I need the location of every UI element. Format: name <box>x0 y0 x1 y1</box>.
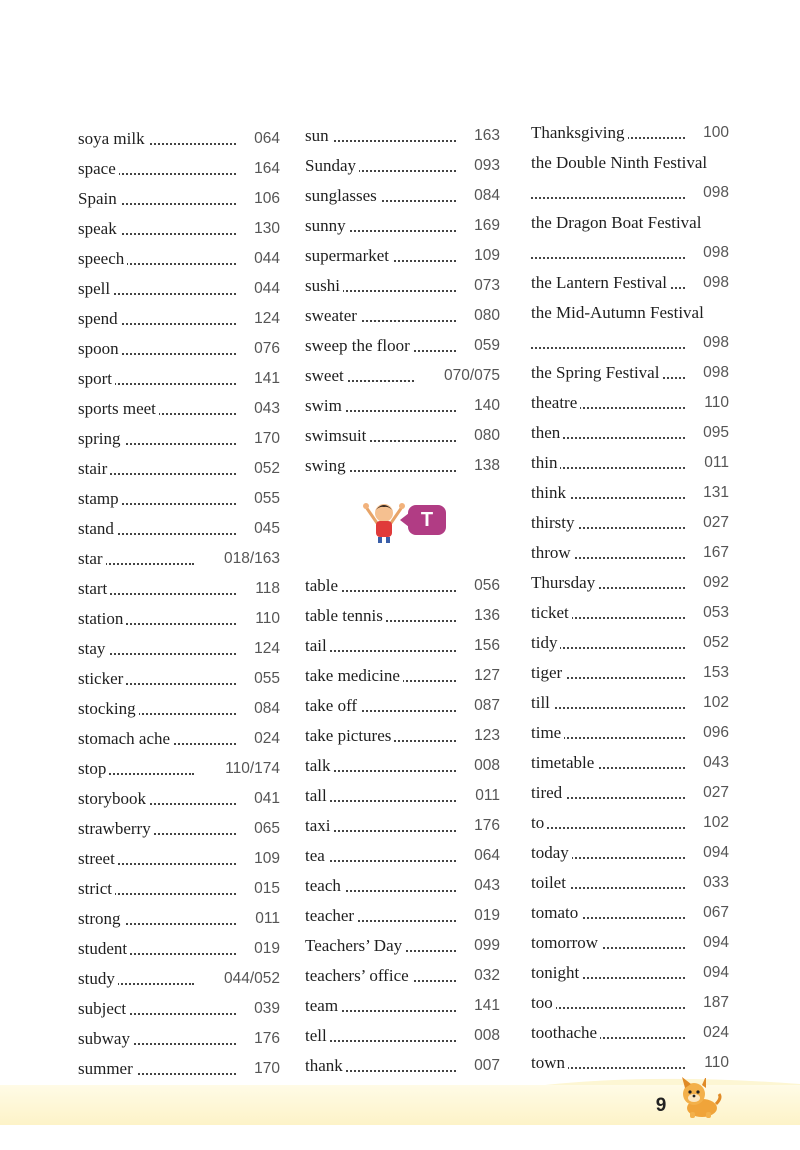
entry-page-number: 100 <box>699 118 729 148</box>
entry-word: sweep the floor <box>305 331 413 361</box>
entry-page-number: 138 <box>470 451 500 481</box>
entry-word: teacher <box>305 901 357 931</box>
entry-word: taxi <box>305 811 334 841</box>
entry-word: team <box>305 991 341 1021</box>
dot-leader <box>539 707 685 709</box>
dot-leader <box>313 830 456 832</box>
glossary-entry <box>78 1024 280 1054</box>
entry-word: swing <box>305 451 349 481</box>
entry-word: ticket <box>531 598 572 628</box>
glossary-entry <box>305 1021 500 1051</box>
glossary-entry <box>78 574 280 604</box>
glossary-entry <box>531 958 729 988</box>
entry-page-number: 056 <box>470 571 500 601</box>
entry-page-number: 032 <box>470 961 500 991</box>
glossary-entry <box>305 301 500 331</box>
entry-page-number: 019 <box>250 934 280 964</box>
entry-word: sunny <box>305 211 349 241</box>
entry-page-number: 093 <box>470 151 500 181</box>
glossary-entry <box>78 454 280 484</box>
entry-page-number: 027 <box>699 778 729 808</box>
glossary-entry <box>305 961 500 991</box>
glossary-column-1 <box>78 124 280 1084</box>
entry-word: thirsty <box>531 508 577 538</box>
glossary-entry <box>78 514 280 544</box>
glossary-entry <box>305 271 500 301</box>
entry-word: tail <box>305 631 330 661</box>
entry-page-number: 096 <box>699 718 729 748</box>
entry-page-number: 043 <box>250 394 280 424</box>
glossary-entry <box>78 604 280 634</box>
entry-page-number: 092 <box>699 568 729 598</box>
entry-word: subway <box>78 1024 133 1054</box>
entry-page-number: 070/075 <box>440 361 500 391</box>
glossary-entry <box>78 964 280 994</box>
entry-page-number: 170 <box>250 1054 280 1084</box>
entry-word: tiger <box>531 658 565 688</box>
entry-word: table <box>305 571 341 601</box>
entry-word: sport <box>78 364 115 394</box>
glossary-entry <box>305 391 500 421</box>
entry-word: table tennis <box>305 601 386 631</box>
glossary-entry <box>305 121 500 151</box>
entry-word: soya milk <box>78 124 148 154</box>
page-number: 9 <box>655 1095 667 1116</box>
entry-word: tell <box>305 1021 330 1051</box>
entry-page-number: 084 <box>470 181 500 211</box>
entry-page-number: 098 <box>699 328 729 358</box>
glossary-entry <box>305 451 500 481</box>
glossary-entry <box>78 754 280 784</box>
entry-page-number: 015 <box>250 874 280 904</box>
entry-page-number: 094 <box>699 838 729 868</box>
glossary-entry <box>531 118 729 148</box>
glossary-entry <box>78 214 280 244</box>
glossary-entry <box>305 421 500 451</box>
entry-word: Teachers’ Day <box>305 931 405 961</box>
entry-page-number: 098 <box>699 268 729 298</box>
entry-page-number: 053 <box>699 598 729 628</box>
glossary-entry <box>531 478 729 508</box>
entry-word: Sunday <box>305 151 359 181</box>
glossary-entry <box>78 124 280 154</box>
glossary-entry <box>78 814 280 844</box>
s-words-list <box>305 121 500 481</box>
glossary-entry <box>531 868 729 898</box>
glossary-entry <box>305 661 500 691</box>
glossary-entry <box>531 148 729 178</box>
glossary-entry <box>531 898 729 928</box>
entry-page-number: 127 <box>470 661 500 691</box>
glossary-entry-continued <box>531 238 729 268</box>
entry-page-number: 073 <box>470 271 500 301</box>
entry-word: take medicine <box>305 661 403 691</box>
entry-word: the Mid-Autumn Festival <box>531 298 707 328</box>
entry-word: spring <box>78 424 124 454</box>
glossary-entry <box>78 304 280 334</box>
glossary-entry <box>78 694 280 724</box>
entry-word: theatre <box>531 388 580 418</box>
entry-word: then <box>531 418 563 448</box>
entry-page-number: 044/052 <box>220 964 280 994</box>
glossary-entry <box>531 418 729 448</box>
glossary-entry <box>531 688 729 718</box>
glossary-entry <box>531 838 729 868</box>
entry-page-number: 170 <box>250 424 280 454</box>
entry-word: tired <box>531 778 565 808</box>
entry-word: sushi <box>305 271 343 301</box>
entry-page-number: 140 <box>470 391 500 421</box>
glossary-entry <box>531 658 729 688</box>
glossary-entry <box>531 718 729 748</box>
entry-page-number: 153 <box>699 658 729 688</box>
entry-page-number: 118 <box>251 574 280 604</box>
entry-word: speak <box>78 214 120 244</box>
puppy-icon <box>676 1074 722 1120</box>
glossary-entry <box>78 274 280 304</box>
entry-page-number: 098 <box>699 238 729 268</box>
dot-leader <box>539 1007 685 1009</box>
entry-page-number: 008 <box>470 1021 500 1051</box>
entry-word: Thursday <box>531 568 598 598</box>
dot-leader <box>313 800 456 802</box>
entry-word: the Spring Festival <box>531 358 662 388</box>
entry-page-number: 094 <box>699 928 729 958</box>
entry-page-number: 024 <box>699 1018 729 1048</box>
glossary-entry <box>305 841 500 871</box>
entry-word: stay <box>78 634 108 664</box>
glossary-entry <box>531 748 729 778</box>
entry-page-number: 011 <box>700 448 729 478</box>
entry-word: start <box>78 574 110 604</box>
entry-word: sun <box>305 121 332 151</box>
entry-word: toothache <box>531 1018 600 1048</box>
entry-word: strong <box>78 904 124 934</box>
entry-word: subject <box>78 994 129 1024</box>
entry-word: Spain <box>78 184 120 214</box>
entry-page-number: 102 <box>699 688 729 718</box>
glossary-entry <box>531 628 729 658</box>
entry-page-number: 109 <box>250 844 280 874</box>
glossary-entry <box>305 931 500 961</box>
glossary-entry <box>531 598 729 628</box>
glossary-entry <box>531 358 729 388</box>
glossary-entry <box>305 901 500 931</box>
entry-page-number: 059 <box>470 331 500 361</box>
entry-word: take pictures <box>305 721 394 751</box>
dot-leader <box>313 860 456 862</box>
glossary-column-2 <box>305 121 500 1081</box>
entry-word: stair <box>78 454 110 484</box>
glossary-entry <box>305 151 500 181</box>
glossary-entry <box>78 844 280 874</box>
glossary-entry-continued <box>531 328 729 358</box>
entry-page-number: 106 <box>250 184 280 214</box>
glossary-entry <box>531 1018 729 1048</box>
entry-page-number: 167 <box>699 538 729 568</box>
entry-page-number: 110/174 <box>221 754 280 784</box>
entry-word: supermarket <box>305 241 392 271</box>
entry-word: stocking <box>78 694 139 724</box>
glossary-column-3 <box>531 118 729 1078</box>
glossary-entry <box>305 721 500 751</box>
entry-page-number: 044 <box>250 244 280 274</box>
entry-word: tomorrow <box>531 928 601 958</box>
glossary-entry <box>305 331 500 361</box>
entry-page-number: 124 <box>250 304 280 334</box>
entry-word: stamp <box>78 484 122 514</box>
section-letter-badge: T <box>408 505 446 535</box>
entry-word: sticker <box>78 664 126 694</box>
entry-page-number: 027 <box>699 508 729 538</box>
entry-word: too <box>531 988 556 1018</box>
entry-word: sweater <box>305 301 360 331</box>
glossary-entry <box>305 361 500 391</box>
dot-leader <box>313 650 456 652</box>
entry-word: till <box>531 688 553 718</box>
entry-page-number: 095 <box>699 418 729 448</box>
entry-page-number: 110 <box>700 1048 729 1078</box>
dot-leader <box>313 140 456 142</box>
t-words-list <box>305 571 500 1081</box>
entry-page-number: 019 <box>470 901 500 931</box>
entry-word: study <box>78 964 118 994</box>
entry-word: talk <box>305 751 334 781</box>
entry-page-number: 084 <box>250 694 280 724</box>
entry-word: star <box>78 544 106 574</box>
entry-page-number: 164 <box>250 154 280 184</box>
entry-word: tall <box>305 781 330 811</box>
entry-page-number: 055 <box>250 484 280 514</box>
entry-page-number: 007 <box>470 1051 500 1081</box>
glossary-entry <box>305 811 500 841</box>
entry-page-number: 043 <box>699 748 729 778</box>
dot-leader <box>539 827 685 829</box>
glossary-entry <box>305 211 500 241</box>
glossary-entry <box>78 424 280 454</box>
dot-leader <box>313 770 456 772</box>
entry-page-number: 011 <box>251 904 280 934</box>
glossary-entry <box>78 874 280 904</box>
glossary-entry <box>305 691 500 721</box>
entry-word: to <box>531 808 547 838</box>
entry-word: teachers’ office <box>305 961 412 991</box>
entry-page-number: 039 <box>250 994 280 1024</box>
glossary-entry <box>531 778 729 808</box>
entry-page-number: 163 <box>470 121 500 151</box>
entry-page-number: 087 <box>470 691 500 721</box>
glossary-entry <box>531 508 729 538</box>
entry-page-number: 067 <box>699 898 729 928</box>
glossary-entry <box>78 544 280 574</box>
entry-word: today <box>531 838 572 868</box>
glossary-entry <box>305 751 500 781</box>
entry-page-number: 099 <box>470 931 500 961</box>
entry-word: think <box>531 478 569 508</box>
entry-word: student <box>78 934 130 964</box>
entry-page-number: 141 <box>470 991 500 1021</box>
glossary-entry <box>305 601 500 631</box>
glossary-entry <box>305 631 500 661</box>
entry-page-number: 076 <box>250 334 280 364</box>
glossary-entry <box>78 784 280 814</box>
entry-word: the Dragon Boat Festival <box>531 208 704 238</box>
entry-word: sweet <box>305 361 347 391</box>
entry-word: swimsuit <box>305 421 369 451</box>
glossary-entry <box>531 448 729 478</box>
entry-page-number: 187 <box>699 988 729 1018</box>
entry-word: thank <box>305 1051 346 1081</box>
entry-word: toilet <box>531 868 569 898</box>
entry-word: strict <box>78 874 115 904</box>
entry-page-number: 080 <box>470 301 500 331</box>
glossary-entry <box>78 334 280 364</box>
entry-page-number: 064 <box>470 841 500 871</box>
glossary-entry <box>305 781 500 811</box>
entry-word: the Double Ninth Festival <box>531 148 710 178</box>
glossary-entry <box>78 664 280 694</box>
glossary-entry <box>531 808 729 838</box>
entry-word: stomach ache <box>78 724 173 754</box>
entry-word: summer <box>78 1054 136 1084</box>
glossary-entry <box>78 364 280 394</box>
glossary-entry <box>305 181 500 211</box>
entry-word: street <box>78 844 118 874</box>
entry-word: sunglasses <box>305 181 380 211</box>
entry-page-number: 109 <box>470 241 500 271</box>
child-cheering-icon <box>363 499 405 543</box>
glossary-entry <box>531 988 729 1018</box>
entry-word: time <box>531 718 564 748</box>
entry-page-number: 098 <box>699 178 729 208</box>
entry-word: teach <box>305 871 344 901</box>
entry-word: tea <box>305 841 328 871</box>
entry-word: sports meet <box>78 394 159 424</box>
entry-page-number: 123 <box>470 721 500 751</box>
entry-page-number: 098 <box>699 358 729 388</box>
entry-page-number: 052 <box>699 628 729 658</box>
entry-page-number: 110 <box>251 604 280 634</box>
entry-word: swim <box>305 391 345 421</box>
entry-page-number: 131 <box>699 478 729 508</box>
dot-leader <box>531 257 685 259</box>
glossary-entry <box>531 208 729 238</box>
entry-page-number: 156 <box>470 631 500 661</box>
entry-page-number: 064 <box>250 124 280 154</box>
glossary-entry <box>78 394 280 424</box>
entry-page-number: 045 <box>250 514 280 544</box>
entry-page-number: 044 <box>250 274 280 304</box>
glossary-entry <box>78 154 280 184</box>
glossary-entry <box>305 241 500 271</box>
entry-page-number: 169 <box>470 211 500 241</box>
entry-page-number: 130 <box>250 214 280 244</box>
entry-word: spell <box>78 274 113 304</box>
glossary-entry <box>531 298 729 328</box>
entry-page-number: 124 <box>250 634 280 664</box>
entry-page-number: 033 <box>699 868 729 898</box>
entry-word: timetable <box>531 748 597 778</box>
entry-page-number: 043 <box>470 871 500 901</box>
entry-page-number: 110 <box>700 388 729 418</box>
glossary-entry <box>531 568 729 598</box>
entry-word: town <box>531 1048 568 1078</box>
entry-word: the Lantern Festival <box>531 268 670 298</box>
section-header-t <box>305 481 500 571</box>
glossary-entry <box>78 934 280 964</box>
entry-word: thin <box>531 448 560 478</box>
entry-page-number: 008 <box>470 751 500 781</box>
entry-word: storybook <box>78 784 149 814</box>
glossary-entry <box>78 724 280 754</box>
entry-word: stop <box>78 754 109 784</box>
entry-word: stand <box>78 514 117 544</box>
entry-page-number: 102 <box>699 808 729 838</box>
entry-word: take off <box>305 691 360 721</box>
entry-word: spend <box>78 304 121 334</box>
entry-word: space <box>78 154 119 184</box>
glossary-entry <box>305 571 500 601</box>
glossary-entry <box>78 904 280 934</box>
entry-page-number: 136 <box>470 601 500 631</box>
entry-word: strawberry <box>78 814 154 844</box>
dot-leader <box>531 347 685 349</box>
entry-word: spoon <box>78 334 122 364</box>
glossary-entry <box>305 991 500 1021</box>
glossary-entry <box>78 484 280 514</box>
glossary-entry <box>305 871 500 901</box>
dot-leader <box>86 653 236 655</box>
glossary-entry <box>531 928 729 958</box>
entry-page-number: 052 <box>250 454 280 484</box>
glossary-entry <box>78 244 280 274</box>
glossary-entry <box>531 268 729 298</box>
entry-page-number: 024 <box>250 724 280 754</box>
entry-page-number: 141 <box>250 364 280 394</box>
glossary-entry <box>531 538 729 568</box>
glossary-entry-continued <box>531 178 729 208</box>
entry-page-number: 176 <box>250 1024 280 1054</box>
entry-page-number: 094 <box>699 958 729 988</box>
entry-page-number: 176 <box>470 811 500 841</box>
dot-leader <box>531 197 685 199</box>
glossary-entry <box>78 634 280 664</box>
glossary-entry <box>78 184 280 214</box>
entry-word: throw <box>531 538 574 568</box>
entry-page-number: 018/163 <box>220 544 280 574</box>
dot-leader <box>539 467 685 469</box>
glossary-entry <box>78 994 280 1024</box>
entry-word: speech <box>78 244 127 274</box>
entry-page-number: 065 <box>250 814 280 844</box>
entry-page-number: 055 <box>250 664 280 694</box>
entry-word: Thanksgiving <box>531 118 628 148</box>
dot-leader <box>313 1040 456 1042</box>
dot-leader <box>539 647 685 649</box>
entry-page-number: 080 <box>470 421 500 451</box>
entry-page-number: 011 <box>471 781 500 811</box>
entry-page-number: 041 <box>250 784 280 814</box>
entry-word: tidy <box>531 628 560 658</box>
glossary-entry <box>531 388 729 418</box>
entry-word: tomato <box>531 898 581 928</box>
entry-word: tonight <box>531 958 582 988</box>
entry-word: station <box>78 604 126 634</box>
